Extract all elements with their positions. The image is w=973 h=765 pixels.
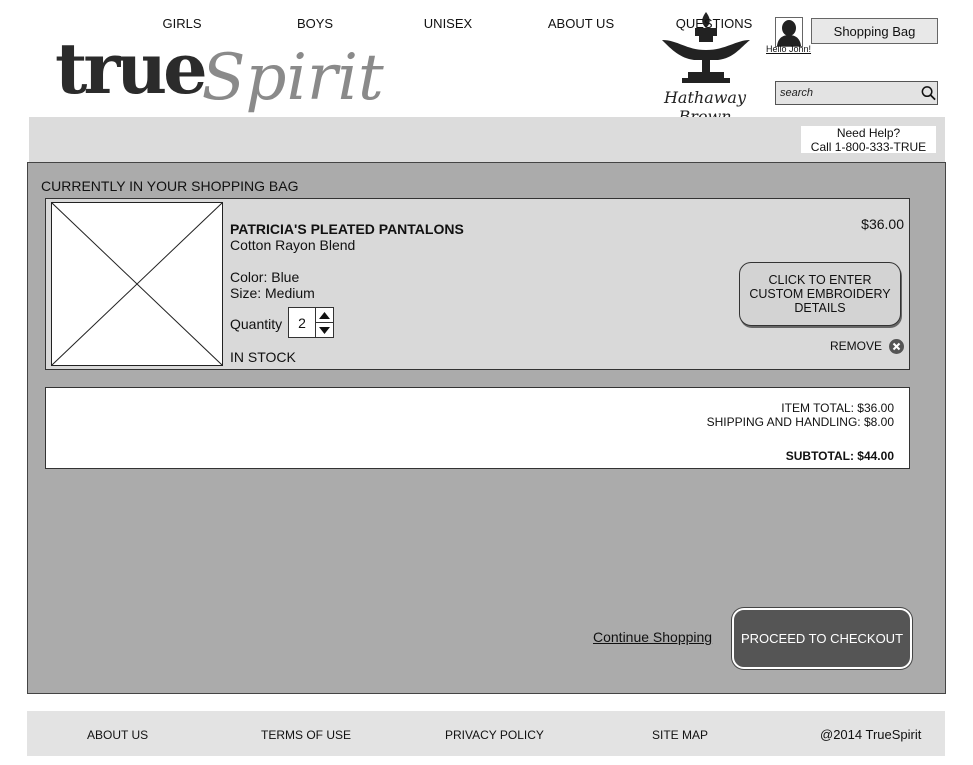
user-greeting-link[interactable]: Hello John! (766, 44, 812, 54)
search-box (775, 81, 938, 105)
page-title: CURRENTLY IN YOUR SHOPPING BAG (41, 178, 299, 194)
continue-shopping-link[interactable]: Continue Shopping (593, 629, 713, 645)
close-circle-icon (889, 339, 904, 354)
footer-link-terms[interactable]: TERMS OF USE (261, 728, 352, 742)
logo-part-true: true (55, 27, 204, 110)
custom-embroidery-button[interactable]: CLICK TO ENTER CUSTOM EMBROIDERY DETAILS (739, 262, 901, 326)
nav-item-unisex[interactable]: UNISEX (423, 16, 473, 31)
triangle-down-icon (319, 327, 330, 334)
quantity-value[interactable]: 2 (298, 314, 306, 331)
product-price: $36.00 (861, 216, 904, 232)
product-size: Size: Medium (230, 285, 315, 301)
product-name[interactable]: PATRICIA'S PLEATED PANTALONS (230, 221, 464, 237)
quantity-increase-button[interactable] (316, 308, 333, 322)
help-contact-box (801, 126, 936, 153)
stock-status: IN STOCK (230, 349, 296, 365)
shipping-total: SHIPPING AND HANDLING: $8.00 (706, 415, 894, 429)
shopping-bag-button[interactable]: Shopping Bag (811, 18, 938, 44)
logo-part-spirit: Spirit (201, 41, 384, 115)
quantity-arrows (315, 308, 333, 337)
remove-item-button[interactable] (830, 337, 904, 355)
quantity-decrease-button[interactable] (316, 322, 333, 337)
remove-label: REMOVE (830, 339, 883, 353)
help-title: Need Help? (836, 126, 901, 140)
triangle-up-icon (319, 312, 330, 319)
product-material: Cotton Rayon Blend (230, 237, 356, 253)
search-input[interactable] (776, 87, 920, 99)
item-total: ITEM TOTAL: $36.00 (781, 401, 894, 415)
nav-item-questions[interactable]: QUESTIONS (675, 16, 753, 31)
quantity-stepper[interactable] (288, 307, 334, 338)
nav-item-girls[interactable]: GIRLS (162, 16, 202, 31)
nav-item-boys[interactable]: BOYS (296, 16, 334, 31)
nav-item-about-us[interactable]: ABOUT US (547, 16, 615, 31)
proceed-to-checkout-button[interactable]: PROCEED TO CHECKOUT (732, 608, 912, 669)
footer-link-site-map[interactable]: SITE MAP (652, 728, 709, 742)
product-color: Color: Blue (230, 269, 300, 285)
footer-link-about-us[interactable]: ABOUT US (87, 728, 149, 742)
help-phone: Call 1-800-333-TRUE (810, 140, 927, 154)
subtotal: SUBTOTAL: $44.00 (785, 449, 894, 463)
quantity-label: Quantity (230, 316, 283, 332)
footer-link-privacy[interactable]: PRIVACY POLICY (445, 728, 544, 742)
search-icon[interactable] (920, 84, 937, 102)
user-silhouette-icon (776, 18, 802, 46)
hathaway-brown-logo-text: Hathaway (663, 88, 747, 107)
user-avatar[interactable] (775, 17, 803, 47)
copyright-text: @2014 TrueSpirit (820, 727, 922, 742)
product-image-placeholder[interactable] (51, 202, 223, 366)
